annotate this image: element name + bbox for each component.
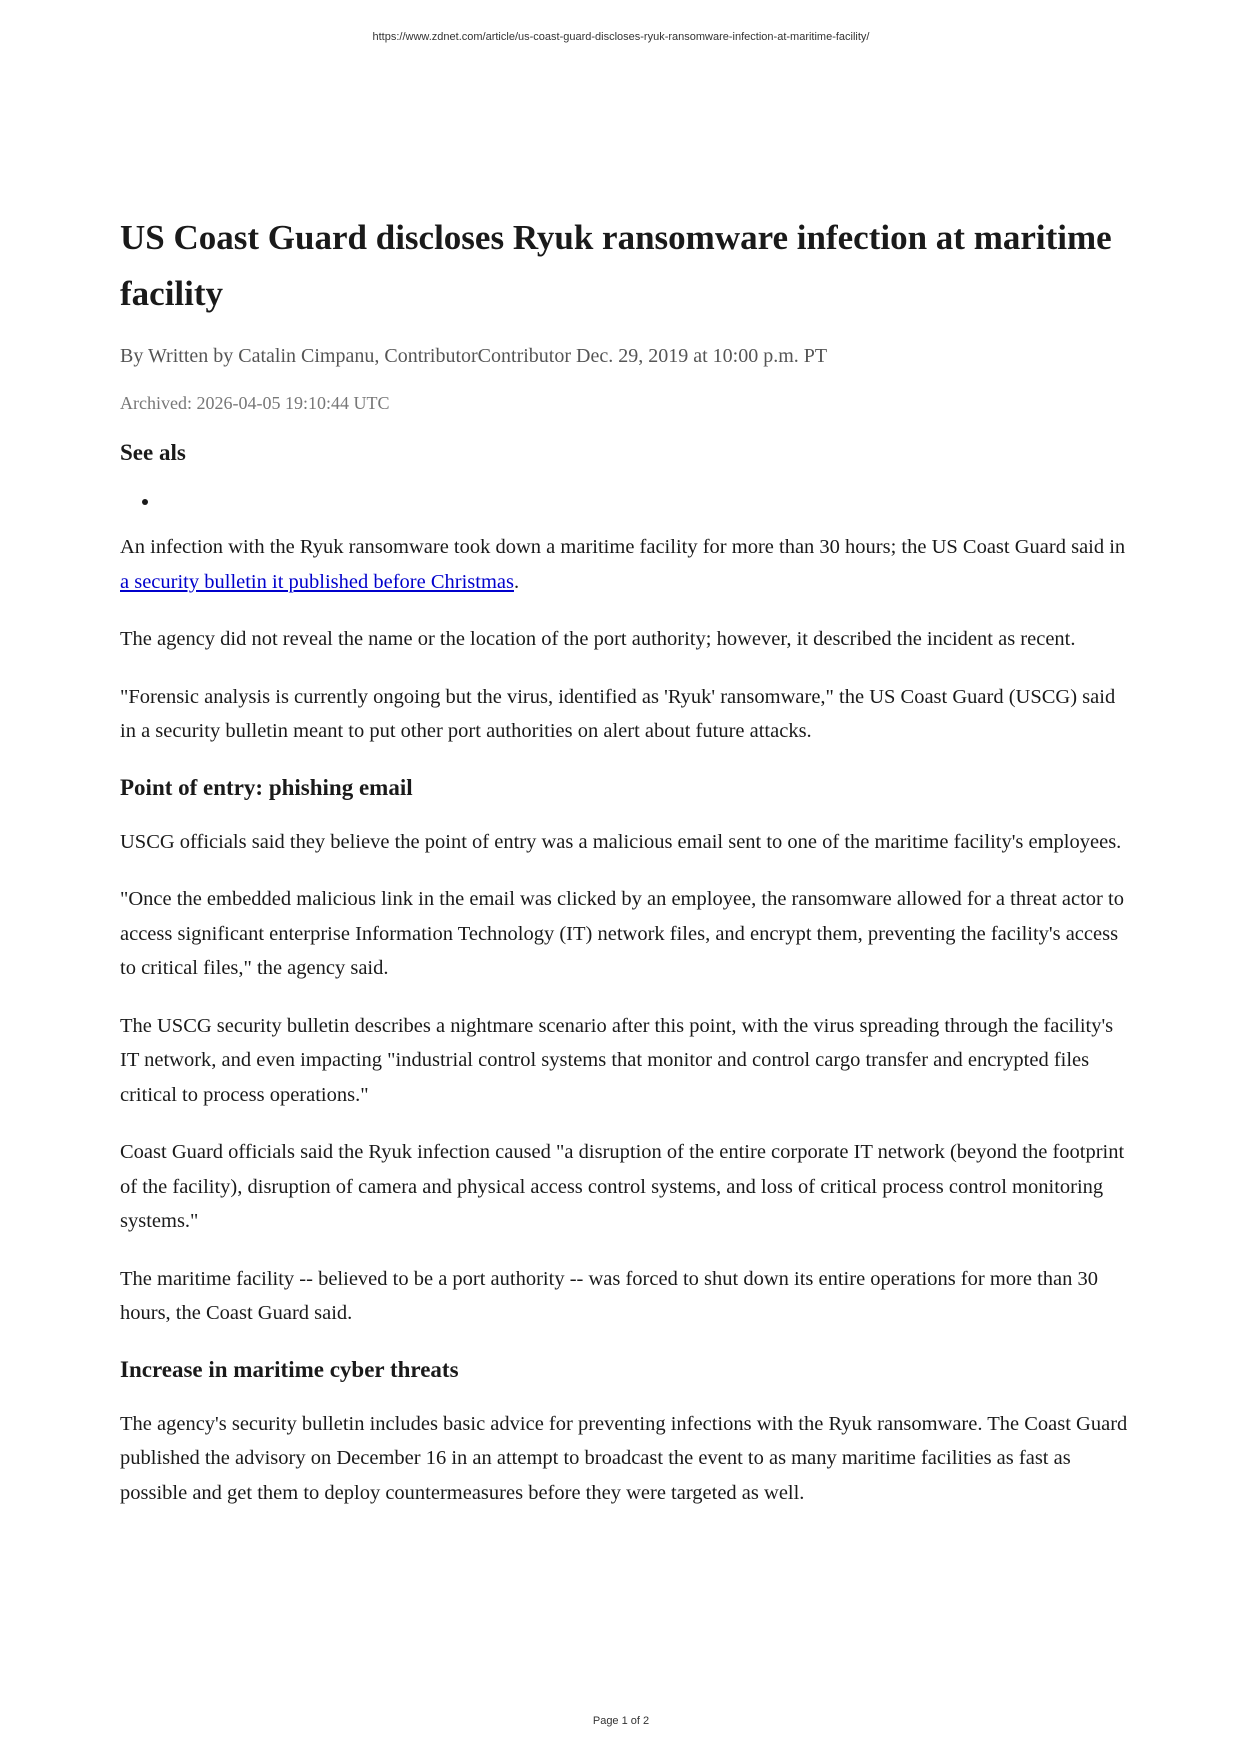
page-number: Page 1 of 2 bbox=[592, 1715, 650, 1727]
archived-timestamp: Archived: 2026-04-05 19:10:44 UTC bbox=[120, 393, 390, 413]
paragraph: The agency's security bulletin includes basic advice for preventing infections with the Ryuk ransomware. The Coast Guard published the advisory on December 16 in an attempt to broadcast the event to as many maritime facilities as fast as possible and get them to deploy countermeasures before they were targeted as well. bbox=[120, 1412, 1128, 1504]
paragraph: "Forensic analysis is currently ongoing but the virus, identified as 'Ryuk' ransomware," the US Coast Guard (USCG) said in a security bulletin meant to put other port authorities on alert about future attacks. bbox=[120, 685, 1116, 742]
paragraph: USCG officials said they believe the point of entry was a malicious email sent to one of the maritime facility's employees. bbox=[120, 830, 1122, 853]
paragraph: The USCG security bulletin describes a nightmare scenario after this point, with the virus spreading through the facility's IT network, and even impacting "industrial control systems that monitor and control cargo transfer and encrypted files critical to process operations." bbox=[120, 1014, 1114, 1106]
article-byline: By Written by Catalin Cimpanu, ContributorContributor Dec. 29, 2019 at 10:00 p.m. PT bbox=[120, 345, 828, 367]
paragraph: "Once the embedded malicious link in the email was clicked by an employee, the ransomware allowed for a threat actor to access significant enterprise Information Technology (IT) network files, and encrypt them, preventing the facility's access to critical files," the agency said. bbox=[120, 888, 1124, 979]
article-body bbox=[120, 210, 1130, 1510]
paragraph: The agency did not reveal the name or the location of the port authority; however, it described the incident as recent. bbox=[120, 628, 1076, 650]
paragraph-intro bbox=[120, 530, 1130, 599]
paragraph: The maritime facility -- believed to be a port authority -- was forced to shut down its entire operations for more than 30 hours, the Coast Guard said. bbox=[120, 1267, 1099, 1324]
article-title: US Coast Guard discloses Ryuk ransomware infection at maritime facility bbox=[120, 218, 1112, 313]
section-heading-point-of-entry: Point of entry: phishing email bbox=[120, 774, 413, 800]
paragraph-text: . bbox=[513, 570, 520, 593]
see-also-heading: See als bbox=[120, 440, 186, 465]
paragraph: Coast Guard officials said the Ryuk infection caused "a disruption of the entire corporate IT network (beyond the footprint of the facility), disruption of camera and physical access control systems, and loss of critical process control monitoring systems." bbox=[120, 1141, 1125, 1232]
section-heading-maritime-threats: Increase in maritime cyber threats bbox=[120, 1356, 459, 1382]
security-bulletin-link[interactable]: a security bulletin it published before Christmas bbox=[120, 570, 514, 593]
see-also-list bbox=[120, 486, 1130, 516]
page-url: https://www.zdnet.com/article/us-coast-guard-discloses-ryuk-ransomware-infection-at-maritime-facility/ bbox=[372, 31, 870, 43]
list-item bbox=[160, 486, 1130, 516]
paragraph-text: An infection with the Ryuk ransomware took down a maritime facility for more than 30 hours; the US Coast Guard said in bbox=[120, 536, 1126, 558]
